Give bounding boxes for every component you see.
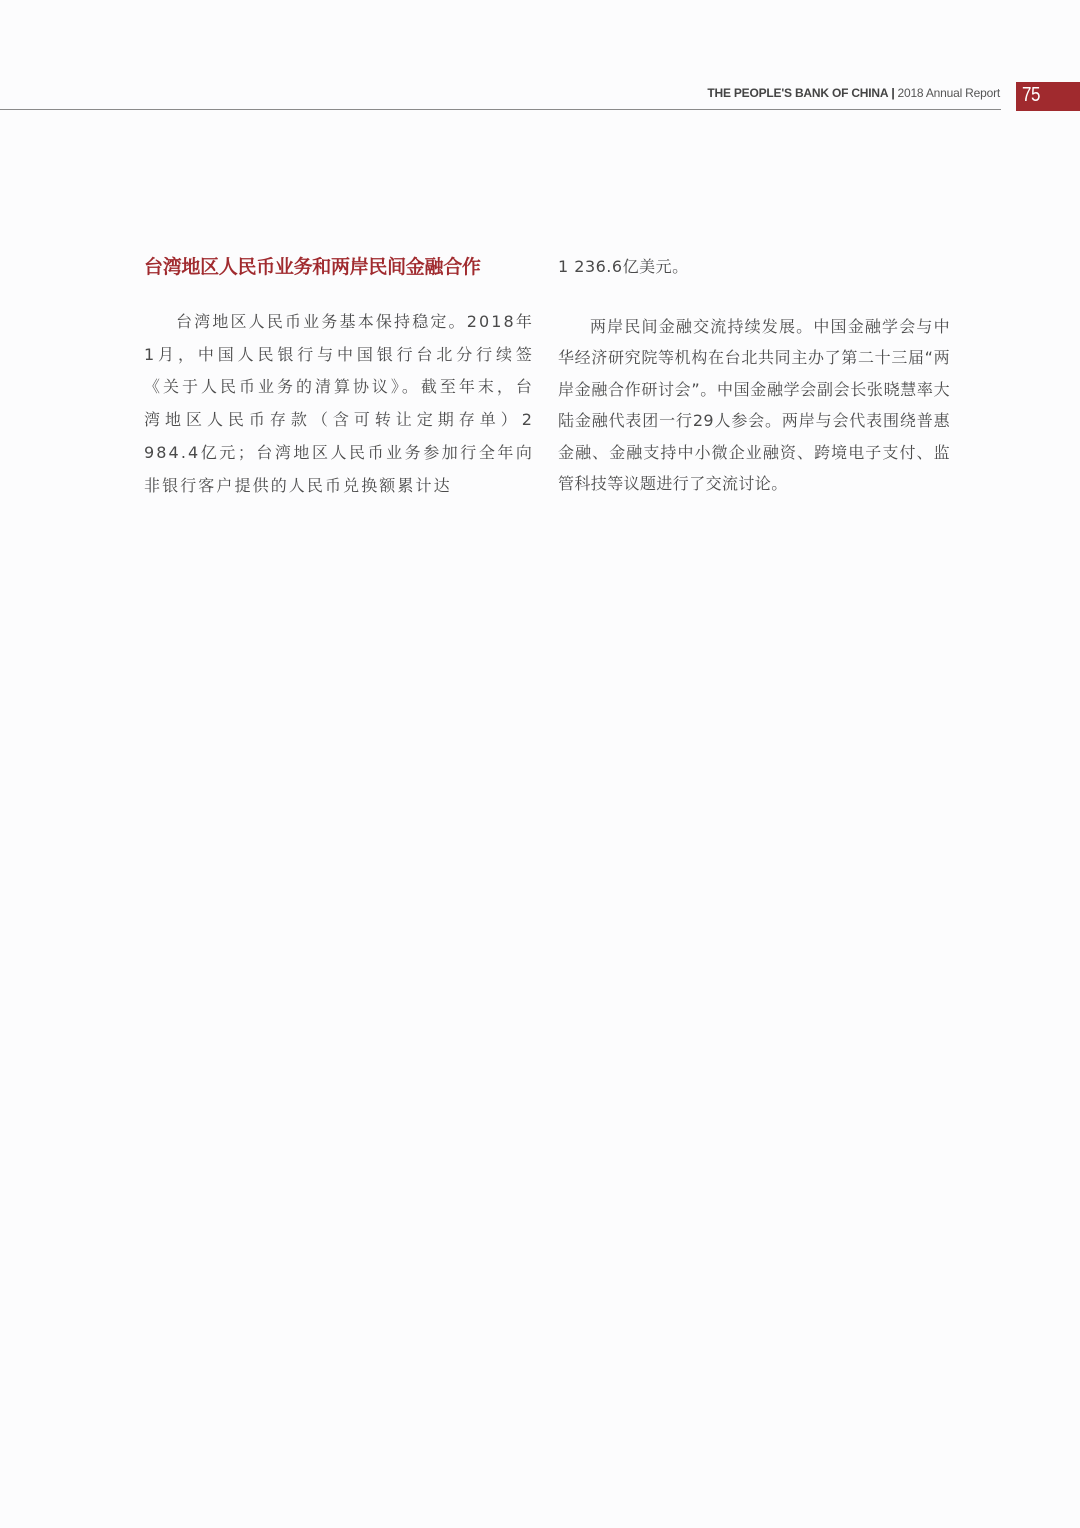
header-separator: |	[891, 86, 895, 100]
header-report-title: 2018 Annual Report	[897, 86, 1000, 100]
right-column	[558, 252, 950, 499]
page-header	[0, 0, 1080, 112]
left-paragraph: 台湾地区人民币业务基本保持稳定。2018年1月，中国人民银行与中国银行台北分行续签《关于人民币业务的清算协议》。截至年末，台湾地区人民币存款（含可转让定期存单）2 984.4亿元；台湾地区人民币业务参加行全年向非银行客户提供的人民币兑换额累计达	[144, 312, 534, 495]
page-number-badge	[1016, 82, 1080, 111]
page-number: 75	[1022, 84, 1041, 106]
continued-text: 1 236.6亿美元。	[558, 257, 689, 276]
section-heading: 台湾地区人民币业务和两岸民间金融合作	[144, 256, 481, 278]
left-column	[144, 252, 534, 502]
right-paragraph: 两岸民间金融交流持续发展。中国金融学会与中华经济研究院等机构在台北共同主办了第二十三届“两岸金融合作研讨会”。中国金融学会副会长张晓慧率大陆金融代表团一行29人参会。两岸与会代表围绕普惠金融、金融支持中小微企业融资、跨境电子支付、监管科技等议题进行了交流讨论。	[558, 317, 950, 494]
header-rule	[0, 109, 1001, 110]
running-header	[707, 86, 1000, 100]
header-org-name: THE PEOPLE'S BANK OF CHINA	[707, 86, 889, 100]
